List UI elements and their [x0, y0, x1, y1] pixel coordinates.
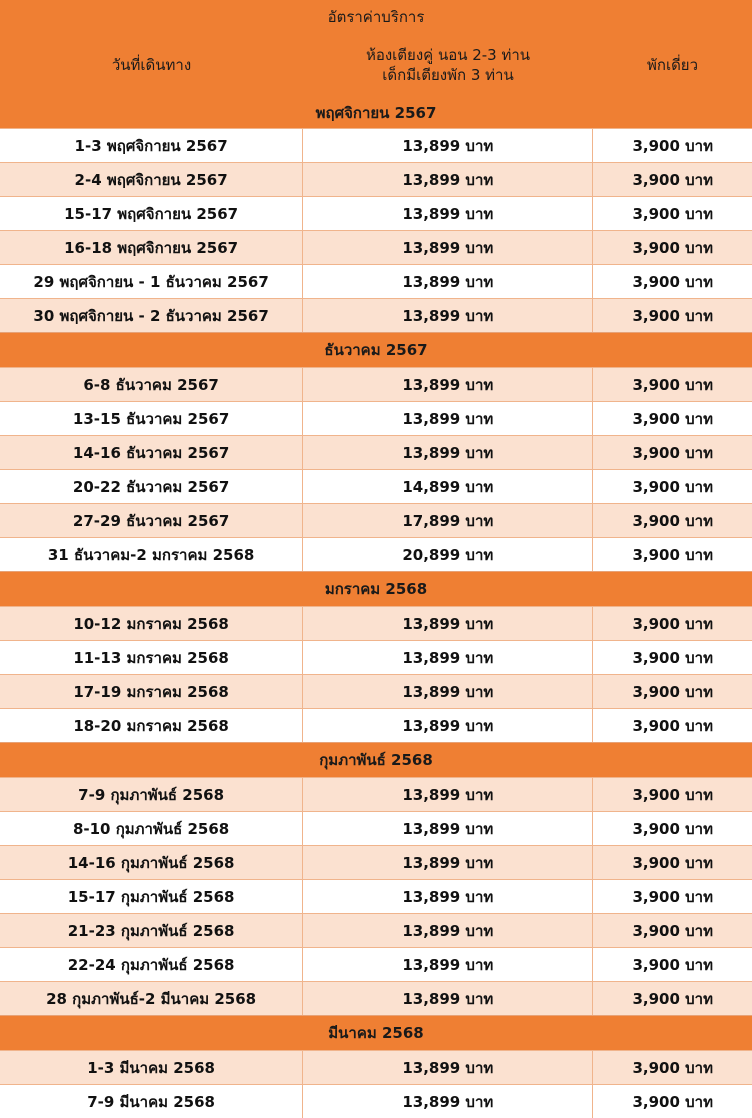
month-section-header: มกราคม 2568 — [0, 571, 752, 606]
price-cell: 13,899 บาท — [303, 129, 593, 162]
price-cell: 13,899 บาท — [303, 1085, 593, 1118]
table-row — [0, 367, 752, 401]
price-cell: 13,899 บาท — [303, 436, 593, 469]
date-cell: 7-9 กุมภาพันธ์ 2568 — [0, 778, 303, 811]
table-row — [0, 947, 752, 981]
price-cell: 13,899 บาท — [303, 163, 593, 196]
table-row — [0, 503, 752, 537]
price-cell: 13,899 บาท — [303, 982, 593, 1015]
date-cell: 14-16 ธันวาคม 2567 — [0, 436, 303, 469]
single-cell: 3,900 บาท — [632, 238, 713, 257]
date-cell: 10-12 มกราคม 2568 — [0, 607, 303, 640]
single-cell: 3,900 บาท — [632, 921, 713, 940]
price-cell: 14,899 บาท — [303, 470, 593, 503]
column-headers — [0, 33, 752, 97]
table-row — [0, 435, 752, 469]
month-section-header: พฤศจิกายน 2567 — [0, 97, 752, 128]
price-cell: 13,899 บาท — [303, 880, 593, 913]
table-row — [0, 128, 752, 162]
column-header-single: พักเดี่ยว — [646, 56, 699, 74]
single-cell: 3,900 บาท — [632, 1058, 713, 1077]
single-cell: 3,900 บาท — [632, 511, 713, 530]
date-cell: 11-13 มกราคม 2568 — [0, 641, 303, 674]
date-cell: 20-22 ธันวาคม 2567 — [0, 470, 303, 503]
date-cell: 16-18 พฤศจิกายน 2567 — [0, 231, 303, 264]
table-row — [0, 879, 752, 913]
date-cell: 13-15 ธันวาคม 2567 — [0, 402, 303, 435]
price-cell: 13,899 บาท — [303, 846, 593, 879]
table-title: อัตราค่าบริการ — [327, 7, 425, 26]
date-cell: 30 พฤศจิกายน - 2 ธันวาคม 2567 — [0, 299, 303, 332]
date-cell: 28 กุมภาพันธ์-2 มีนาคม 2568 — [0, 982, 303, 1015]
date-cell: 18-20 มกราคม 2568 — [0, 709, 303, 742]
single-cell: 3,900 บาท — [632, 170, 713, 189]
date-cell: 2-4 พฤศจิกายน 2567 — [0, 163, 303, 196]
single-cell: 3,900 บาท — [632, 682, 713, 701]
price-cell: 13,899 บาท — [303, 778, 593, 811]
column-header-room-line1: ห้องเตียงคู่ นอน 2-3 ท่าน — [365, 46, 531, 64]
price-cell: 13,899 บาท — [303, 231, 593, 264]
single-cell: 3,900 บาท — [632, 648, 713, 667]
table-row — [0, 162, 752, 196]
price-cell: 13,899 บาท — [303, 607, 593, 640]
table-row — [0, 196, 752, 230]
table-row — [0, 537, 752, 571]
date-cell: 31 ธันวาคม-2 มกราคม 2568 — [0, 538, 303, 571]
month-section-header: ธันวาคม 2567 — [0, 332, 752, 367]
single-cell: 3,900 บาท — [632, 955, 713, 974]
price-cell: 13,899 บาท — [303, 197, 593, 230]
price-cell: 13,899 บาท — [303, 402, 593, 435]
table-row — [0, 469, 752, 503]
single-cell: 3,900 บาท — [632, 1092, 713, 1111]
single-cell: 3,900 บาท — [632, 306, 713, 325]
date-cell: 1-3 มีนาคม 2568 — [0, 1051, 303, 1084]
price-cell: 13,899 บาท — [303, 265, 593, 298]
price-cell: 13,899 บาท — [303, 812, 593, 845]
price-cell: 13,899 บาท — [303, 641, 593, 674]
price-cell: 13,899 บาท — [303, 299, 593, 332]
table-row — [0, 401, 752, 435]
table-row — [0, 981, 752, 1015]
table-row — [0, 298, 752, 332]
table-row — [0, 777, 752, 811]
date-cell: 15-17 พฤศจิกายน 2567 — [0, 197, 303, 230]
price-cell: 20,899 บาท — [303, 538, 593, 571]
month-section-header: กุมภาพันธ์ 2568 — [0, 742, 752, 777]
date-cell: 27-29 ธันวาคม 2567 — [0, 504, 303, 537]
single-cell: 3,900 บาท — [632, 204, 713, 223]
single-cell: 3,900 บาท — [632, 375, 713, 394]
date-cell: 15-17 กุมภาพันธ์ 2568 — [0, 880, 303, 913]
single-cell: 3,900 บาท — [632, 409, 713, 428]
table-row — [0, 1084, 752, 1118]
single-cell: 3,900 บาท — [632, 545, 713, 564]
single-cell: 3,900 บาท — [632, 716, 713, 735]
single-cell: 3,900 บาท — [632, 989, 713, 1008]
column-header-room — [303, 33, 593, 97]
table-row — [0, 708, 752, 742]
date-cell: 22-24 กุมภาพันธ์ 2568 — [0, 948, 303, 981]
table-row — [0, 264, 752, 298]
month-section-header: มีนาคม 2568 — [0, 1015, 752, 1050]
table-header — [0, 0, 752, 97]
date-cell: 14-16 กุมภาพันธ์ 2568 — [0, 846, 303, 879]
table-row — [0, 674, 752, 708]
single-cell: 3,900 บาท — [632, 819, 713, 838]
price-cell: 13,899 บาท — [303, 368, 593, 401]
price-cell: 13,899 บาท — [303, 914, 593, 947]
price-cell: 13,899 บาท — [303, 709, 593, 742]
table-row — [0, 913, 752, 947]
single-cell: 3,900 บาท — [632, 785, 713, 804]
column-header-room-line2: เด็กมีเตียงพัก 3 ท่าน — [382, 66, 514, 84]
price-cell: 13,899 บาท — [303, 948, 593, 981]
table-row — [0, 230, 752, 264]
date-cell: 29 พฤศจิกายน - 1 ธันวาคม 2567 — [0, 265, 303, 298]
table-row — [0, 845, 752, 879]
date-cell: 8-10 กุมภาพันธ์ 2568 — [0, 812, 303, 845]
date-cell: 17-19 มกราคม 2568 — [0, 675, 303, 708]
table-row — [0, 1050, 752, 1084]
single-cell: 3,900 บาท — [632, 614, 713, 633]
single-cell: 3,900 บาท — [632, 136, 713, 155]
date-cell: 1-3 พฤศจิกายน 2567 — [0, 129, 303, 162]
single-cell: 3,900 บาท — [632, 272, 713, 291]
table-body — [0, 97, 752, 1118]
date-cell: 7-9 มีนาคม 2568 — [0, 1085, 303, 1118]
single-cell: 3,900 บาท — [632, 887, 713, 906]
price-cell: 13,899 บาท — [303, 1051, 593, 1084]
price-cell: 17,899 บาท — [303, 504, 593, 537]
date-cell: 21-23 กุมภาพันธ์ 2568 — [0, 914, 303, 947]
column-header-date: วันที่เดินทาง — [111, 56, 192, 74]
single-cell: 3,900 บาท — [632, 853, 713, 872]
price-cell: 13,899 บาท — [303, 675, 593, 708]
table-row — [0, 606, 752, 640]
single-cell: 3,900 บาท — [632, 477, 713, 496]
single-cell: 3,900 บาท — [632, 443, 713, 462]
table-row — [0, 640, 752, 674]
table-row — [0, 811, 752, 845]
date-cell: 6-8 ธันวาคม 2567 — [0, 368, 303, 401]
